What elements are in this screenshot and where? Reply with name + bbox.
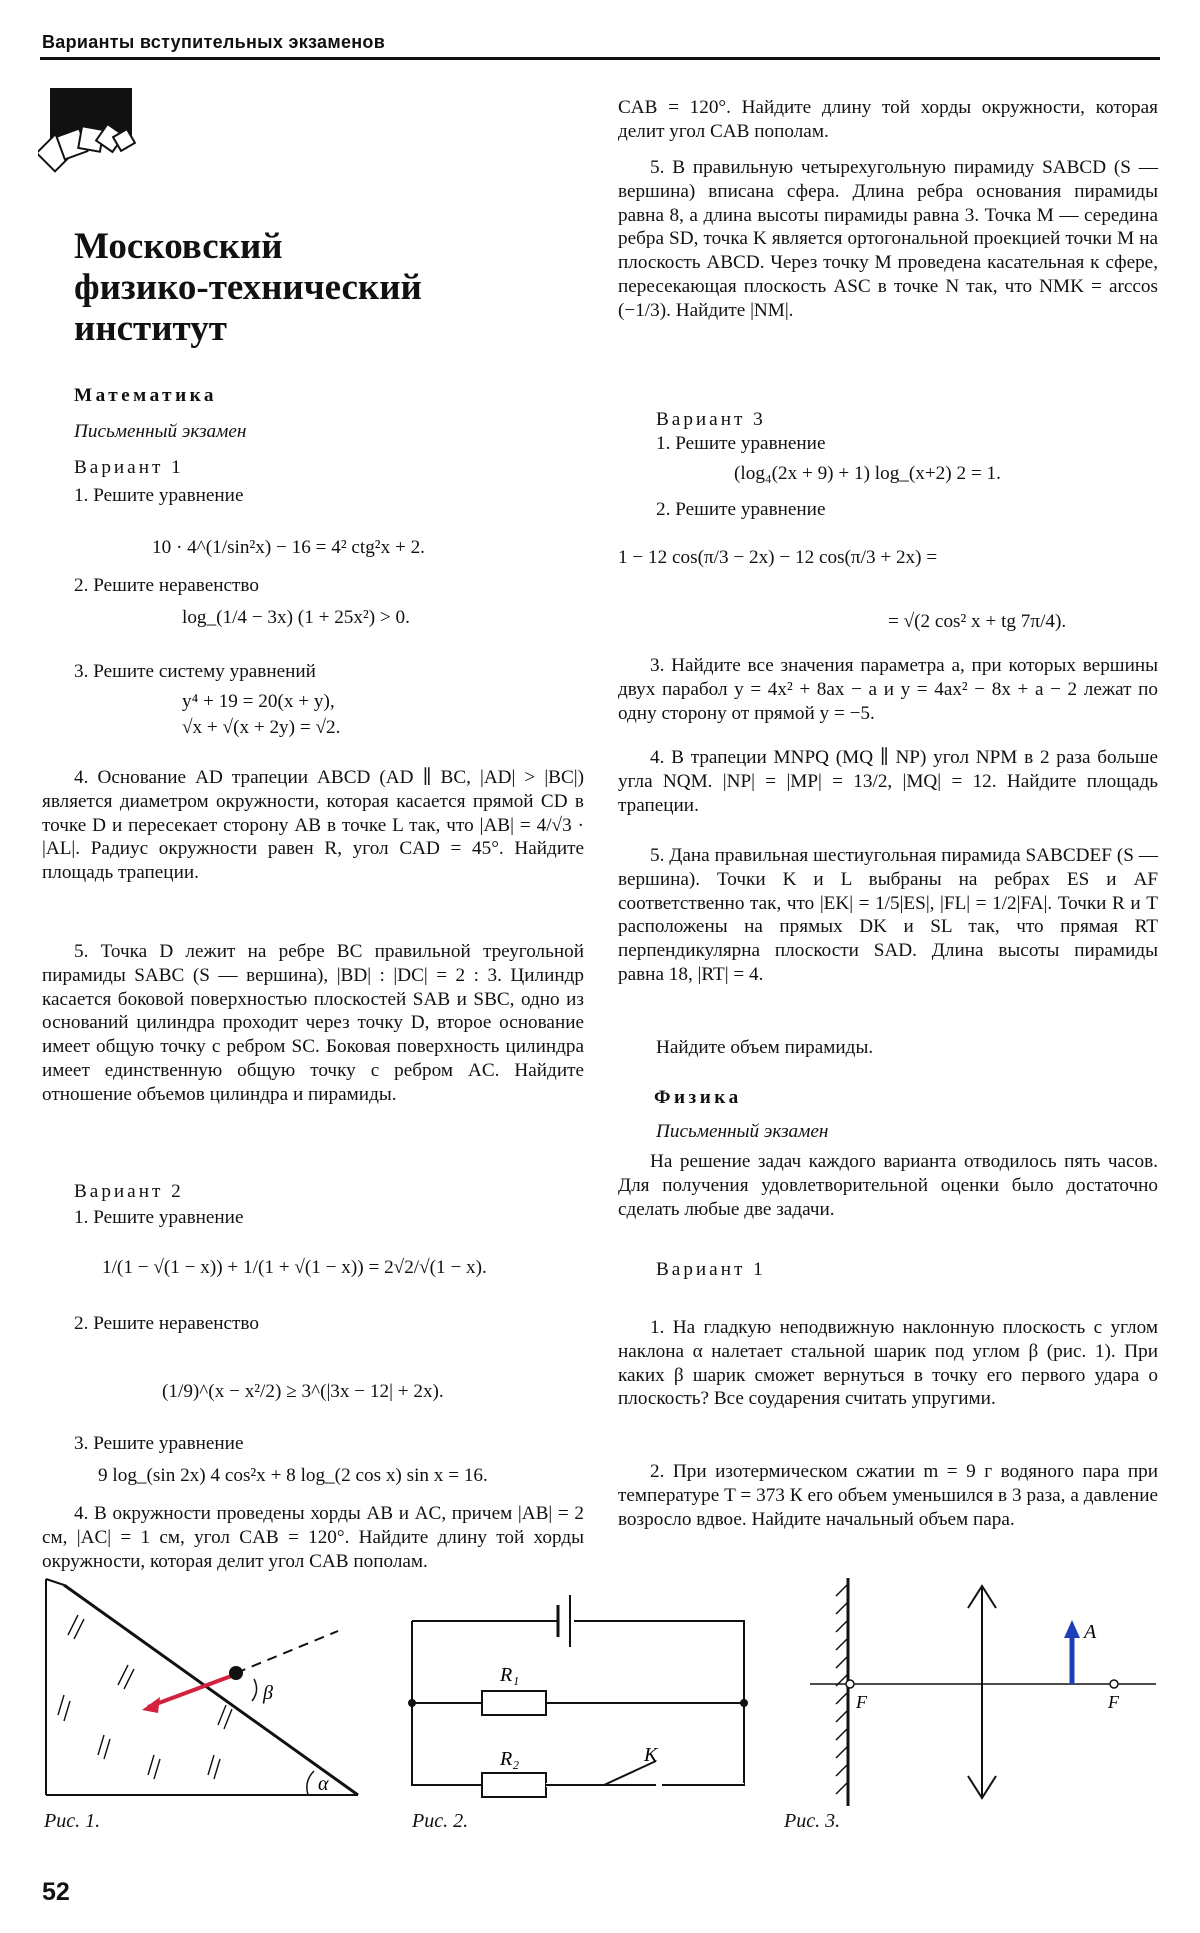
problem-text: 3. Решите уравнение	[74, 1433, 244, 1454]
problem-text: 2. Решите неравенство	[74, 1313, 259, 1334]
problem-text: 2. При изотермическом сжатии m = 9 г водяного пара при температуре T = 373 К его объем уменьшился в 3 раза, а давление возросло вдвое. Найдите начальный объем пара.	[618, 1461, 1158, 1530]
formula: y⁴ + 19 = 20(x + y),	[182, 691, 335, 712]
fig1-caption: Рис. 1.	[44, 1810, 101, 1832]
figure-2	[404, 1585, 764, 1805]
formula: √x + √(x + 2y) = √2.	[182, 717, 341, 738]
problem-text: 4. Основание AD трапеции ABCD (AD ∥ BC, |AD| > |BC|) является диаметром окружности, которая касается прямой CD в точке D и пересекает сторону AB в точке L так, что |AB| = 4/√3 · |AL|. Радиус окружности равен R, угол CAD = 45°. Найдите площадь трапеции.	[42, 767, 584, 884]
subject-heading-math: Математика	[74, 385, 218, 406]
subject-heading-physics: Физика	[654, 1087, 742, 1108]
problem-text: 2. Решите неравенство	[74, 575, 259, 596]
problem-text: 3. Решите систему уравнений	[74, 661, 316, 682]
variant2-heading: Вариант 2	[74, 1181, 184, 1202]
fig3-caption: Рис. 3.	[784, 1810, 841, 1832]
physics-variant1-heading: Вариант 1	[656, 1259, 766, 1280]
problem-text: 4. В окружности проведены хорды AB и AC, причем |AB| = 2 см, |AC| = 1 см, угол CAB = 120°. Найдите длину той хорды окружности, которая делит угол CAB пополам.	[42, 1503, 584, 1572]
header-rule	[40, 57, 1160, 60]
problem-text: 1. Решите уравнение	[656, 433, 826, 454]
formula: log_(1/4 − 3x) (1 + 25x²) > 0.	[182, 607, 410, 628]
fig2-caption: Рис. 2.	[412, 1810, 469, 1832]
title-line: Московский	[74, 226, 283, 267]
problem-text-continued	[618, 96, 1158, 144]
fig2-r1-label: R₁	[500, 1664, 520, 1686]
exam-type-physics: Письменный экзамен	[656, 1121, 829, 1142]
fig2-k-label: K	[644, 1744, 658, 1766]
fig1-beta-label: β	[263, 1682, 273, 1704]
formula: 10 · 4^(1/sin²x) − 16 = 4² ctg²x + 2.	[152, 537, 425, 558]
physics-intro: На решение задач каждого варианта отводилось пять часов. Для получения удовлетворительной оценки было достаточно сделать любые две задачи.	[618, 1151, 1158, 1220]
continued-text: CAB = 120°. Найдите длину той хорды окружности, которая делит угол CAB пополам.	[618, 97, 1158, 142]
figure-3	[800, 1572, 1180, 1812]
problem-text: 5. В правильную четырехугольную пирамиду SABCD (S — вершина) вписана сфера. Длина ребра основания пирамиды равна 8, а длина высоты пирамиды равна 3. Точка M — середина ребра SD, точка K является ортогональной проекцией точки M на плоскость ABCD. Через точку M проведена касательная к сфере, пересекающая плоскость ASC в точке N так, что NMK = arccos (−1/3). Найдите |NM|.	[618, 157, 1158, 321]
problem-text: 1. Решите уравнение	[74, 485, 244, 506]
article-title	[74, 226, 594, 349]
page-number: 52	[42, 1878, 70, 1906]
problem-text: 4. В трапеции MNPQ (MQ ∥ NP) угол NPM в 2 раза больше угла NQM. |NP| = |MP| = 13/2, |MQ| = 12. Найдите площадь трапеции.	[618, 747, 1158, 816]
formula: 9 log_(sin 2x) 4 cos²x + 8 log_(2 cos x) sin x = 16.	[98, 1465, 488, 1486]
running-head: Варианты вступительных экзаменов	[42, 32, 386, 52]
fig3-f-right-label: F	[1108, 1692, 1119, 1712]
journal-logo-icon	[38, 88, 138, 188]
problem-text: 5. Дана правильная шестиугольная пирамида SABCDEF (S — вершина). Точки K и L выбраны на ребрах ES и AF соответственно так, что |EK| = 1/5|ES|, |FL| = 1/2|FA|. Точки R и T расположены на прямых DK и SL так, что прямая RT перпендикулярна плоскости SAD. Длина высоты пирамиды равна 18, |RT| = 4.	[618, 845, 1158, 985]
problem-text: Найдите объем пирамиды.	[656, 1037, 874, 1058]
figure-1	[38, 1575, 398, 1815]
fig3-a-label: A	[1084, 1621, 1097, 1643]
ball-trajectory-arrow	[148, 1675, 234, 1707]
problem-text: 5. Точка D лежит на ребре BC правильной треугольной пирамиды SABC (S — вершина), |BD| : |DC| = 2 : 3. Цилиндр касается боковой поверхностью плоскостей SAB и SBC, одно из оснований цилиндра проходит через точку D, второе основание имеет общую точку с ребром SC. Боковая поверхность цилиндра имеет единственную общую точку с ребром AC. Найдите отношение объемов цилиндра и пирамиды.	[42, 941, 584, 1105]
title-line: институт	[74, 308, 227, 349]
formula: 1/(1 − √(1 − x)) + 1/(1 + √(1 − x)) = 2√2/√(1 − x).	[102, 1257, 487, 1278]
fig1-alpha-label: α	[318, 1773, 329, 1795]
exam-type-math: Письменный экзамен	[74, 421, 247, 442]
problem-text: 3. Найдите все значения параметра a, при которых вершины двух парабол y = 4x² + 8ax − a и y = 4ax² − 8x + a − 2 лежат по одну сторону от прямой y = −5.	[618, 655, 1158, 724]
fig2-r2-label: R₂	[500, 1748, 520, 1770]
problem-text: 1. На гладкую неподвижную наклонную плоскость с углом наклона α налетает стальной шарик под углом β (рис. 1). При каких β шарик сможет вернуться в точку его первого удара о плоскость? Все соударения считать упругими.	[618, 1317, 1158, 1410]
problem-text: 1. Решите уравнение	[74, 1207, 244, 1228]
problem-text: 2. Решите уравнение	[656, 499, 826, 520]
title-line: физико-технический	[74, 267, 422, 308]
formula: 1 − 12 cos(π/3 − 2x) − 12 cos(π/3 + 2x) =	[618, 547, 938, 568]
variant1-heading: Вариант 1	[74, 457, 184, 478]
formula: (log₄(2x + 9) + 1) log_(x+2) 2 = 1.	[734, 463, 1001, 484]
variant3-heading: Вариант 3	[656, 409, 766, 430]
formula: = √(2 cos² x + tg 7π/4).	[888, 611, 1067, 632]
formula: (1/9)^(x − x²/2) ≥ 3^(|3x − 12| + 2x).	[162, 1381, 444, 1402]
fig3-f-left-label: F	[856, 1692, 867, 1712]
